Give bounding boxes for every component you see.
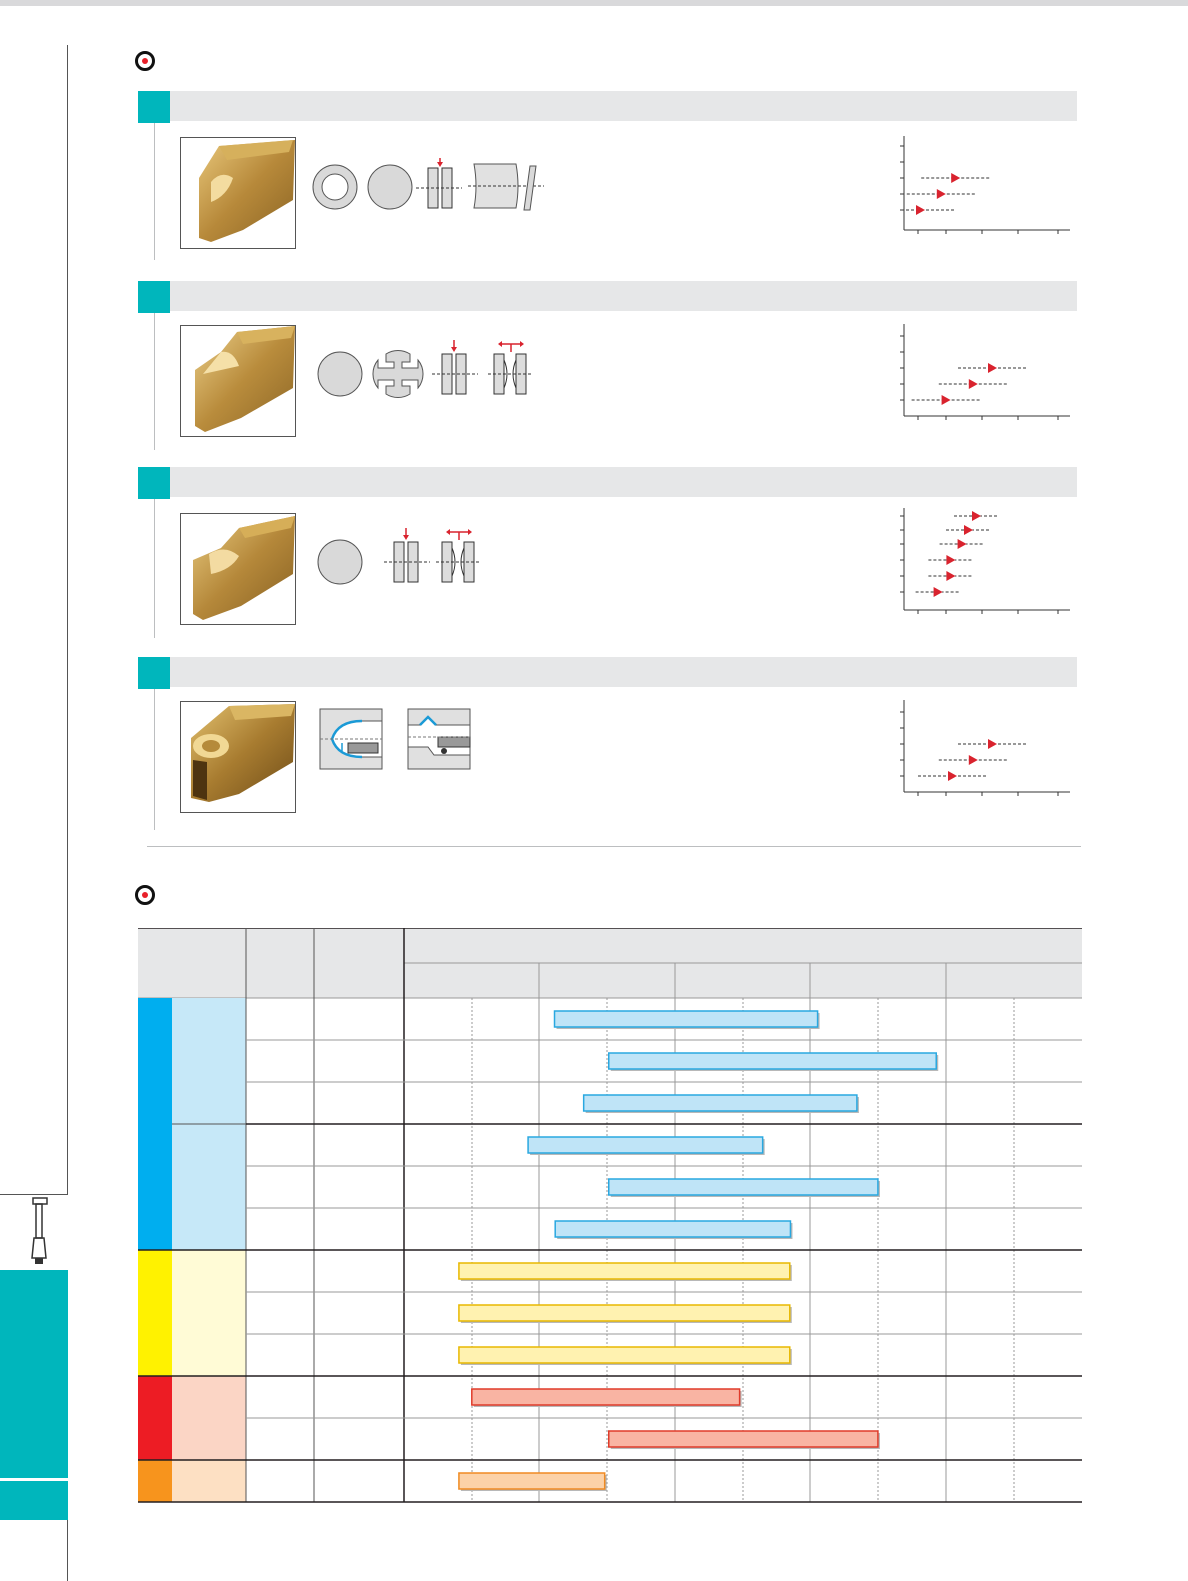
range-diagram-1	[896, 134, 1072, 234]
grade-bar-yellow	[459, 1263, 790, 1279]
range-marker	[969, 755, 978, 765]
profiling-icon	[436, 529, 480, 582]
row-2-header	[170, 281, 1077, 311]
row-2-marker	[138, 281, 170, 313]
row-1-line	[154, 123, 155, 260]
row-1-header	[170, 91, 1077, 121]
grade-bar-yellow	[459, 1305, 790, 1321]
insert-image-4	[181, 702, 295, 812]
range-marker	[958, 539, 967, 549]
grade-bar-red	[609, 1431, 878, 1447]
cross-workpiece-icon	[373, 350, 423, 397]
group-blue-bar	[138, 998, 172, 1250]
group-red	[172, 1376, 246, 1460]
range-marker	[942, 395, 951, 405]
range-marker	[934, 587, 943, 597]
row-4-icons	[318, 707, 472, 771]
grooving-icon	[416, 158, 462, 208]
range-diagram-4	[896, 698, 1072, 798]
insert-image-3	[181, 514, 295, 624]
group-orange-bar	[138, 1460, 172, 1502]
insert-photo-2	[180, 325, 296, 437]
row-2-icons	[312, 340, 532, 404]
insert-image-1	[181, 138, 295, 248]
disc-workpiece-icon	[368, 165, 412, 209]
row-2-line	[154, 313, 155, 450]
grade-bar-blue	[528, 1137, 763, 1153]
row-1-marker	[138, 91, 170, 123]
disc-workpiece-icon	[318, 352, 362, 396]
range-marker	[946, 571, 955, 581]
range-marker	[916, 205, 925, 215]
boring-bar-icon	[24, 1196, 54, 1268]
range-marker	[988, 739, 997, 749]
row-3-icons	[312, 524, 488, 590]
range-diagram-3	[896, 506, 1072, 616]
range-marker	[951, 173, 960, 183]
group-red-bar	[138, 1376, 172, 1460]
face-grooving-icon	[408, 709, 470, 769]
disc-workpiece-icon	[318, 540, 362, 584]
sidebar-border-bottom	[0, 1194, 68, 1195]
grade-bar-red	[472, 1389, 740, 1405]
group-blue-a	[172, 998, 246, 1124]
group-yellow-bar	[138, 1250, 172, 1376]
range-marker	[948, 771, 957, 781]
range-diagram-2	[896, 322, 1072, 422]
section-icon-grades	[135, 885, 155, 905]
range-marker	[946, 555, 955, 565]
group-yellow	[172, 1250, 246, 1376]
row-1-icons	[312, 158, 548, 216]
grade-bar-blue	[609, 1179, 878, 1195]
row-4-header	[170, 657, 1077, 687]
grade-bar-yellow	[459, 1347, 790, 1363]
cut-off-icon	[468, 164, 544, 210]
grade-bar-orange	[459, 1473, 605, 1489]
group-blue-b	[172, 1124, 246, 1250]
range-marker	[937, 189, 946, 199]
grade-bar-blue	[609, 1053, 936, 1069]
row-3-line	[154, 499, 155, 638]
grooving-icon	[432, 340, 478, 394]
top-bar	[0, 0, 1188, 6]
ring-workpiece-icon	[313, 165, 357, 209]
grade-bar-blue	[555, 1221, 790, 1237]
range-marker	[964, 525, 973, 535]
insert-image-2	[181, 326, 295, 436]
grade-chart	[138, 928, 1082, 1504]
section-divider	[147, 846, 1081, 847]
range-marker	[969, 379, 978, 389]
internal-grooving-icon	[320, 709, 382, 769]
grooving-icon	[384, 528, 430, 582]
range-marker	[972, 511, 981, 521]
row-3-header	[170, 467, 1077, 497]
insert-photo-3	[180, 513, 296, 625]
sidebar-border	[67, 45, 68, 1195]
range-marker	[988, 363, 997, 373]
group-orange	[172, 1460, 246, 1502]
profiling-icon	[488, 341, 532, 394]
grade-bar-blue	[555, 1011, 818, 1027]
section-icon-applications	[135, 51, 155, 71]
row-4-marker	[138, 657, 170, 689]
grade-bar-blue	[584, 1095, 857, 1111]
insert-photo-1	[180, 137, 296, 249]
row-3-marker	[138, 467, 170, 499]
sidebar-accent	[0, 1270, 68, 1520]
insert-photo-4	[180, 701, 296, 813]
sidebar-border-lower	[67, 1520, 68, 1581]
row-4-line	[154, 689, 155, 830]
sidebar-accent-line	[0, 1478, 68, 1481]
